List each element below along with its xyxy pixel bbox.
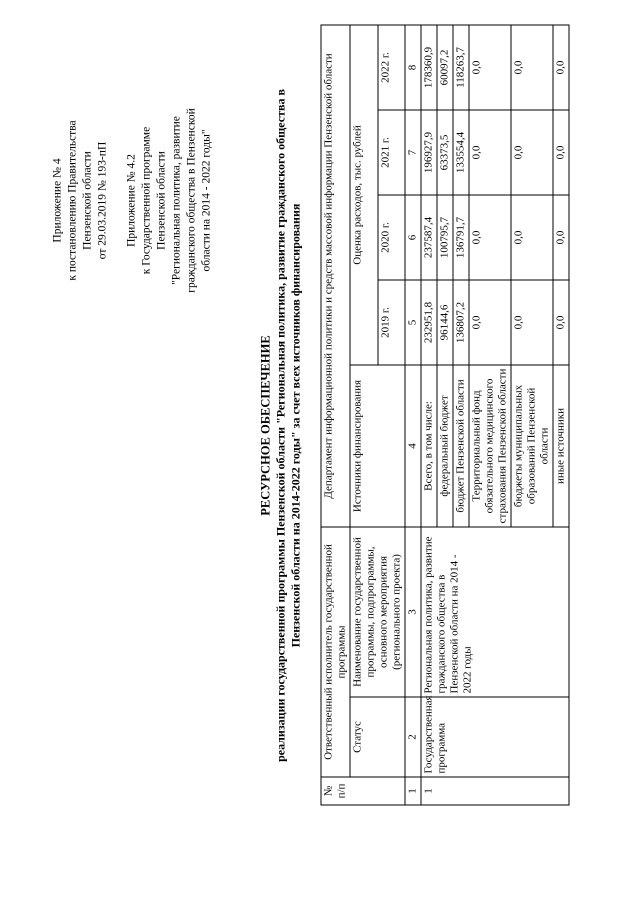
column-number: 1 [405,777,421,805]
appendix-line: от 29.03.2019 № 193-пП [96,141,108,259]
column-number: 3 [405,526,421,696]
value-cell: 96144,6 [437,279,453,364]
appendix-line: к постановлению Правительства [66,119,78,281]
appendix-line: Приложение № 4 [51,157,63,243]
appendix-line: "Региональная политика, развитие [170,115,182,285]
table-header-row [321,24,350,804]
funding-source: Территориальный фонд обязательного медицинского страхования Пензенской области [469,364,511,526]
value-cell: 0,0 [553,194,569,279]
column-number-row [405,24,421,804]
program-status: Государственная программа [421,697,569,777]
header-estimate: Оценка расходов, тыс. рублей [350,24,378,364]
value-cell: 63373,5 [437,109,453,194]
column-number: 8 [405,24,421,109]
value-cell: 0,0 [511,279,553,364]
table-header-row [350,24,378,804]
document-title: РЕСУРСНОЕ ОБЕСПЕЧЕНИЕ [258,334,272,516]
header-year: 2022 г. [377,24,405,109]
funding-source: бюджеты муниципальных образований Пензенской области [511,364,553,526]
header-department: Департамент информационной политики и средств массовой информации Пензенской области [321,24,350,526]
value-cell: 100795,7 [437,194,453,279]
appendix-line: Пензенской области [155,150,167,250]
document-subtitle-line-1: реализации государственной программы Пензенской области "Региональная политика, развитие гражданского общества в [273,88,287,762]
column-number: 2 [405,697,421,777]
value-cell: 0,0 [511,194,553,279]
value-cell: 196927,9 [421,109,437,194]
header-name: Наименование государственной программы, подпрограммы, основного мероприятия (регионального проекта) [350,526,405,696]
value-cell: 136807,2 [453,279,469,364]
appendix-line: Пензенской области [81,150,93,250]
value-cell: 0,0 [469,194,511,279]
funding-source: бюджет Пензенской области [453,364,469,526]
value-cell: 0,0 [469,109,511,194]
value-cell: 0,0 [511,24,553,109]
header-num: № п/п [321,777,405,805]
header-year: 2020 г. [377,194,405,279]
value-cell: 0,0 [511,109,553,194]
value-cell: 232951,8 [421,279,437,364]
header-responsible: Ответственный исполнитель государственной программы [321,526,350,776]
value-cell: 237587,4 [421,194,437,279]
header-status: Статус [350,697,405,777]
header-sources: Источники финансирования [350,364,405,526]
header-year: 2019 г. [377,279,405,364]
appendix-line: к Государственной программе [140,126,152,274]
funding-source: Всего, в том числе: [421,364,437,526]
value-cell: 0,0 [553,24,569,109]
program-name: Региональная политика, развитие гражданского общества в Пензенской области на 2014 - 2022 годы [421,526,569,696]
value-cell: 136791,7 [453,194,469,279]
value-cell: 0,0 [469,24,511,109]
value-cell: 0,0 [553,279,569,364]
value-cell: 0,0 [469,279,511,364]
column-number: 5 [405,279,421,364]
program-num: 1 [421,777,569,805]
document-subtitle-line-2: Пензенской области на 2014-2022 годы" за счет всех источников финансирования [288,203,302,647]
funding-source: федеральный бюджет [437,364,453,526]
value-cell: 118263,7 [453,24,469,109]
header-year: 2021 г. [377,109,405,194]
table-row [421,24,437,804]
appendix-gap [110,15,124,385]
document-heading [258,65,303,785]
column-number: 7 [405,109,421,194]
column-number: 4 [405,364,421,526]
value-cell: 178360,9 [421,24,437,109]
value-cell: 60097,2 [437,24,453,109]
value-cell: 0,0 [553,109,569,194]
column-number: 6 [405,194,421,279]
funding-source: иные источники [553,364,569,526]
appendix-line: Приложение № 4.2 [125,153,137,247]
appendix-note [50,15,214,385]
appendix-line: гражданского общества в Пензенской [185,107,197,293]
appendix-line: области на 2014 - 2022 годы" [200,128,212,272]
value-cell: 133554,4 [453,109,469,194]
resource-table [320,24,569,805]
